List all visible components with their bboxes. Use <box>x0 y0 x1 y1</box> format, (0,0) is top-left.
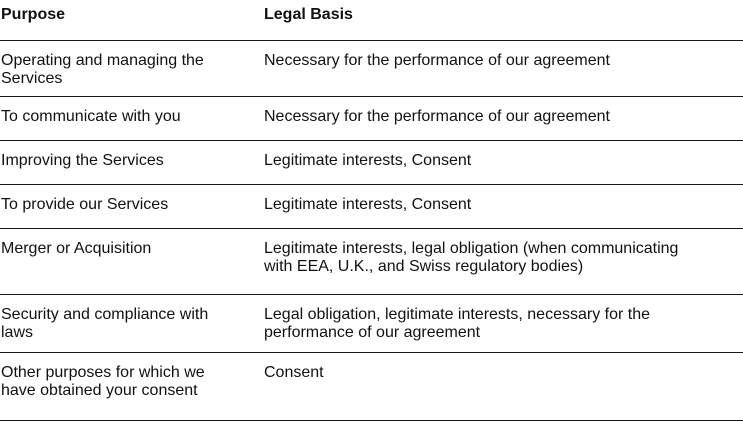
purpose-cell: Operating and managing the Services <box>1 52 204 87</box>
legal-basis-cell: Necessary for the performance of our agreement <box>264 108 610 125</box>
legal-basis-cell: Consent <box>264 364 324 381</box>
purpose-cell: Merger or Acquisition <box>1 240 152 257</box>
header-purpose: Purpose <box>1 6 66 23</box>
legal-basis-cell: Legitimate interests, legal obligation (when communicating with EEA, U.K., and Swiss regulatory bodies) <box>264 240 679 275</box>
table-header <box>0 0 743 41</box>
legal-basis-cell: Legitimate interests, Consent <box>264 196 472 213</box>
table-row <box>0 141 743 185</box>
table-row <box>0 97 743 141</box>
table-row <box>0 41 743 97</box>
header-legal-basis: Legal Basis <box>264 6 353 23</box>
legal-basis-cell: Legitimate interests, Consent <box>264 152 472 169</box>
purpose-cell: Improving the Services <box>1 152 164 169</box>
purpose-cell: Security and compliance with laws <box>1 306 209 341</box>
table-row <box>0 229 743 295</box>
table-row <box>0 295 743 353</box>
legal-basis-cell: Legal obligation, legitimate interests, necessary for the performance of our agreement <box>264 306 650 341</box>
legal-basis-cell: Necessary for the performance of our agreement <box>264 52 610 69</box>
purpose-cell: To provide our Services <box>1 196 169 213</box>
table-row <box>0 353 743 421</box>
purpose-cell: To communicate with you <box>1 108 181 125</box>
purpose-cell: Other purposes for which we have obtained your consent <box>1 364 205 399</box>
table-row <box>0 185 743 229</box>
